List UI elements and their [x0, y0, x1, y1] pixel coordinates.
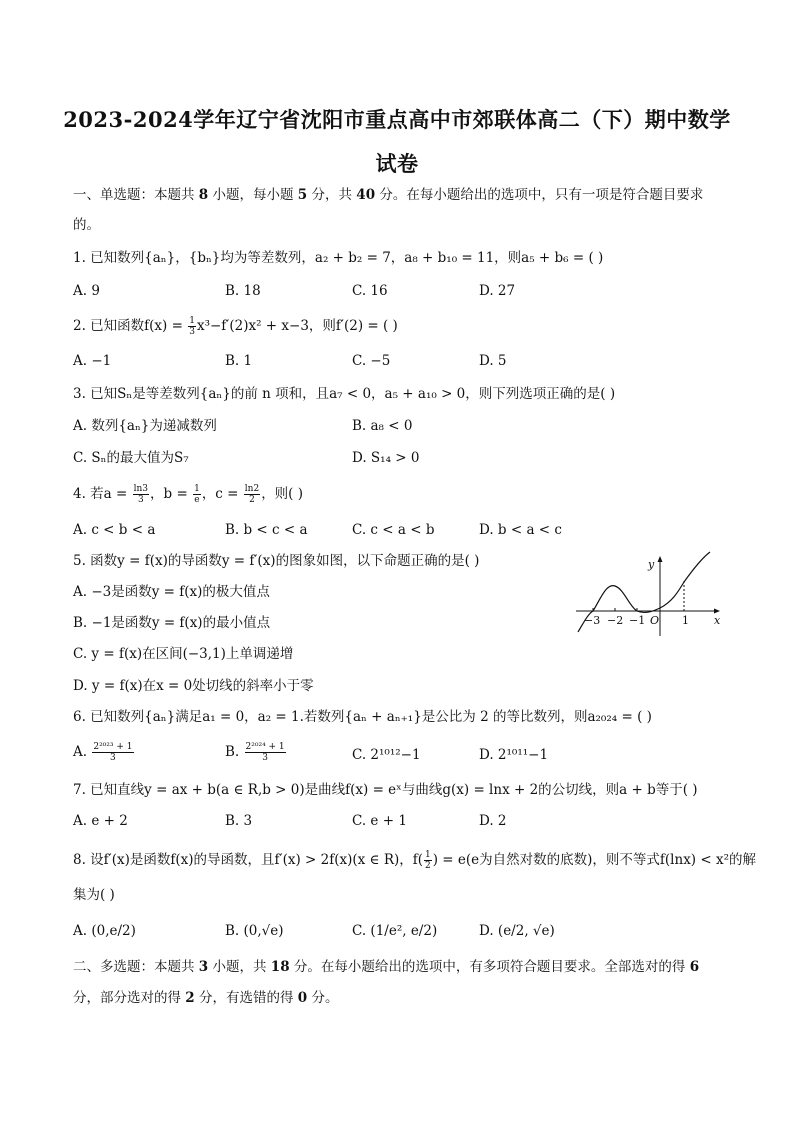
y-axis-label: y [648, 558, 655, 571]
q1-stem: 1. 已知数列{aₙ}，{bₙ}均为等差数列，a₂ + b₂ = 7，a₈ + b₁₀ = 11，则a₅ + b₆ = ( ) [73, 250, 604, 266]
tick-label: 1 [682, 614, 689, 627]
q7-option-b: B. 3 [225, 813, 253, 829]
q8-option-c: C. (1/e², e/2) [352, 923, 438, 939]
q4-fraction-c: $\frac{\ln 2}{2}$ [244, 484, 260, 505]
x-axis-label: x [714, 614, 721, 627]
q5-option-a: A. −3是函数y = f(x)的极大值点 [73, 584, 270, 600]
q3-option-a: A. 数列{aₙ}为递减数列 [73, 418, 217, 434]
derivative-graph [574, 548, 722, 640]
q8-fraction: $\frac{1}{2}$ [425, 850, 431, 871]
q2-stem: 2. 已知函数f(x) = $\frac{1}{3}$ x³−f′(2)x² + x−3，则f′(2) = ( ) [73, 316, 398, 337]
exam-title-line2: 试卷 [375, 151, 419, 176]
q2-option-b: B. 1 [225, 353, 253, 369]
y-axis-arrow [658, 556, 663, 562]
q4-option-b: B. b < c < a [225, 522, 308, 538]
section1-header: 一、单选题：本题共 8 小题，每小题 5 分，共 40 分。在每小题给出的选项中，只有一项是符合题目要求 [73, 187, 704, 203]
section2-header-cont: 分，部分选对的得 2 分，有选错的得 0 分。 [73, 990, 339, 1006]
q6-option-a: A. $\frac{\text{2²⁰²³ + 1}}{3}$ [73, 742, 133, 763]
q6-option-a-fraction: $\frac{\text{2²⁰²³ + 1}}{3}$ [93, 742, 133, 763]
q1-option-a: A. 9 [73, 283, 100, 299]
q2-option-a: A. −1 [73, 353, 112, 369]
tick-label: −1 [629, 614, 646, 627]
q2-option-c: C. −5 [352, 353, 391, 369]
q3-option-c: C. Sₙ的最大值为S₇ [73, 450, 189, 466]
q4-fraction-b: $\frac{1}{e}$ [194, 484, 200, 505]
q3-stem: 3. 已知Sₙ是等差数列{aₙ}的前 n 项和，且a₇ < 0，a₅ + a₁₀ > 0，则下列选项正确的是( ) [73, 386, 616, 402]
origin-label: O [650, 614, 660, 627]
q5-stem: 5. 函数y = f(x)的导函数y = f′(x)的图象如图，以下命题正确的是( ) [73, 553, 480, 569]
q6-option-b-fraction: $\frac{\text{2²⁰²⁴ + 1}}{3}$ [245, 742, 285, 763]
q2-fraction: $\frac{1}{3}$ [189, 316, 195, 337]
q4-option-c: C. c < a < b [352, 522, 435, 538]
q7-option-a: A. e + 2 [73, 813, 128, 829]
q8-option-d: D. (e/2, √e) [479, 923, 555, 939]
exam-title-line1: 2023-2024学年辽宁省沈阳市重点高中市郊联体高二（下）期中数学 [63, 107, 731, 132]
q5-option-b: B. −1是函数y = f(x)的最小值点 [73, 615, 271, 631]
q4-option-a: A. c < b < a [73, 522, 156, 538]
tick-label: −2 [607, 614, 624, 627]
q3-option-d: D. S₁₄ > 0 [352, 450, 420, 466]
section2-header: 二、多选题：本题共 3 小题，共 18 分。在每小题给出的选项中，有多项符合题目要求。全部选对的得 6 [73, 959, 700, 975]
q6-stem: 6. 已知数列{aₙ}满足a₁ = 0，a₂ = 1.若数列{aₙ + aₙ₊₁}是公比为 2 的等比数列，则a₂₀₂₄ = ( ) [73, 709, 652, 725]
q3-option-b: B. a₈ < 0 [352, 418, 413, 434]
q6-option-b: B. $\frac{\text{2²⁰²⁴ + 1}}{3}$ [225, 742, 285, 763]
q6-option-d: D. 2¹⁰¹¹−1 [479, 747, 549, 763]
q7-option-c: C. e + 1 [352, 813, 407, 829]
tick-label: −3 [584, 614, 601, 627]
q4-option-d: D. b < a < c [479, 522, 562, 538]
q4-fraction-a: $\frac{\ln 3}{3}$ [133, 484, 149, 505]
q8-stem: 8. 设f′(x)是函数f(x)的导函数，且f′(x) > 2f(x)(x ∈ R)，f( $\frac{1}{2}$ ) = e(e为自然对数的底数)，则不等式f(lnx) < x²的解 [73, 850, 756, 871]
q7-stem: 7. 已知直线y = ax + b(a ∈ R,b > 0)是曲线f(x) = eˣ与曲线g(x) = lnx + 2的公切线，则a + b等于( ) [73, 782, 698, 798]
q4-stem: 4. 若a = $\frac{\ln 3}{3}$ ，b = $\frac{1}{e}$ ，c = $\frac{\ln 2}{2}$ ，则( ) [73, 484, 304, 505]
section1-header-cont: 的。 [73, 217, 100, 233]
q5-option-d: D. y = f(x)在x = 0处切线的斜率小于零 [73, 678, 314, 694]
q5-option-c: C. y = f(x)在区间(−3,1)上单调递增 [73, 646, 294, 662]
q1-option-c: C. 16 [352, 283, 388, 299]
q8-stem-cont: 集为( ) [73, 887, 115, 903]
q6-option-c: C. 2¹⁰¹²−1 [352, 747, 421, 763]
q1-option-d: D. 27 [479, 283, 516, 299]
q2-option-d: D. 5 [479, 353, 507, 369]
q7-option-d: D. 2 [479, 813, 507, 829]
q1-option-b: B. 18 [225, 283, 261, 299]
x-axis-arrow [714, 609, 720, 614]
q8-option-a: A. (0,e/2) [73, 923, 136, 939]
q8-option-b: B. (0,√e) [225, 923, 284, 939]
